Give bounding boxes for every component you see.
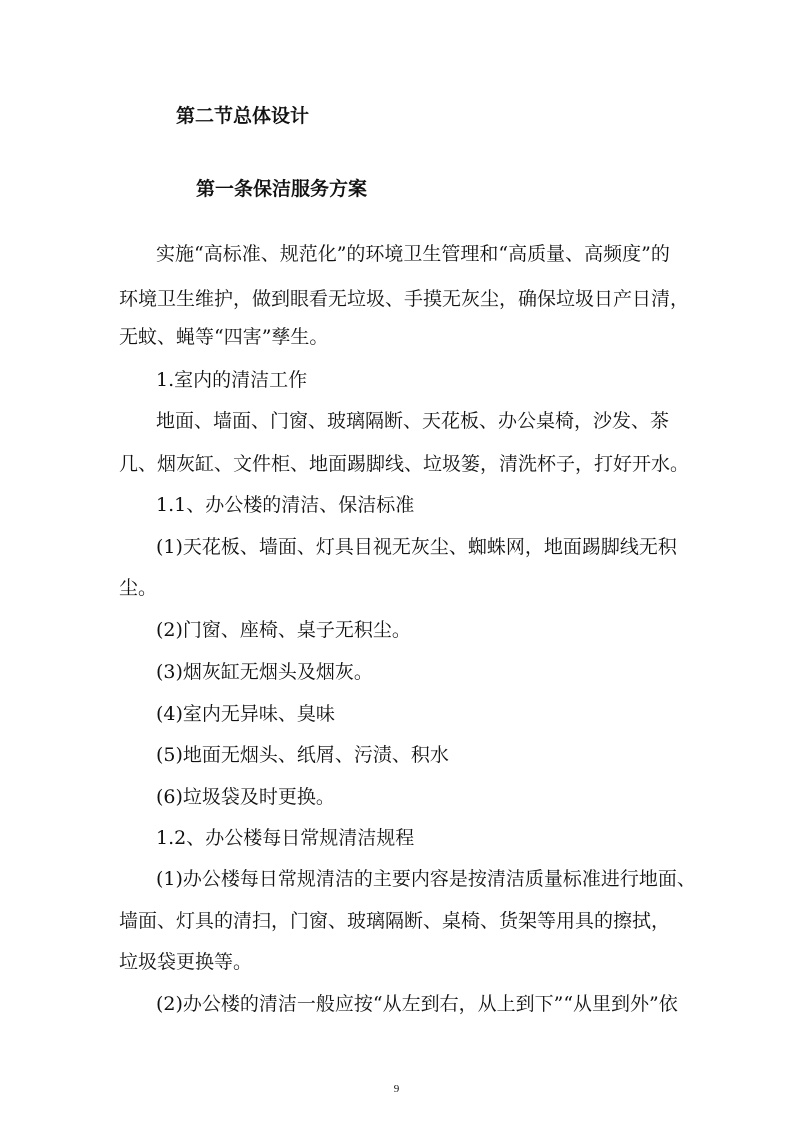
list-item: (1)办公楼每日常规清洁的主要内容是按清洁质量标准进行地面、 (156, 868, 696, 890)
list-item: (6)垃圾袋及时更换。 (156, 786, 335, 808)
list-item: (3)烟灰缸无烟头及烟灰。 (156, 661, 373, 683)
list-item: (2)办公楼的清洁一般应按“从左到右，从上到下”“从里到外”依 (156, 993, 678, 1015)
subsection-heading: 1.1、办公楼的清洁、保洁标准 (156, 494, 415, 516)
paragraph-line: 实施“高标准、规范化”的环境卫生管理和“高质量、高频度”的 (156, 243, 670, 265)
article-title: 第一条保洁服务方案 (196, 178, 368, 200)
list-item-continuation: 垃圾袋更换等。 (119, 951, 253, 973)
list-item: (5)地面无烟头、纸屑、污渍、积水 (156, 744, 449, 766)
paragraph-line: 无蚊、蝇等“四害”孳生。 (119, 326, 329, 348)
list-item-continuation: 墙面、灯具的清扫，门窗、玻璃隔断、桌椅、货架等用具的擦拭， (119, 910, 671, 932)
paragraph-line: 环境卫生维护，做到眼看无垃圾、手摸无灰尘，确保垃圾日产日清， (119, 288, 690, 310)
subsection-heading: 1.室内的清洁工作 (156, 369, 308, 391)
list-item-continuation: 尘。 (119, 577, 158, 599)
paragraph-line: 地面、墙面、门窗、玻璃隔断、天花板、办公桌椅，沙发、茶 (156, 410, 670, 432)
list-item: (2)门窗、座椅、桌子无积尘。 (156, 619, 411, 641)
subsection-heading: 1.2、办公楼每日常规清洁规程 (156, 827, 415, 849)
paragraph-line: 几、烟灰缸、文件柜、地面踢脚线、垃圾篓，清洗杯子，打好开水。 (119, 453, 690, 475)
section-title: 第二节总体设计 (176, 105, 310, 127)
list-item: (1)天花板、墙面、灯具目视无灰尘、蜘蛛网，地面踢脚线无积 (156, 536, 677, 558)
page-number: 9 (393, 1083, 400, 1095)
list-item: (4)室内无异味、臭味 (156, 703, 335, 725)
